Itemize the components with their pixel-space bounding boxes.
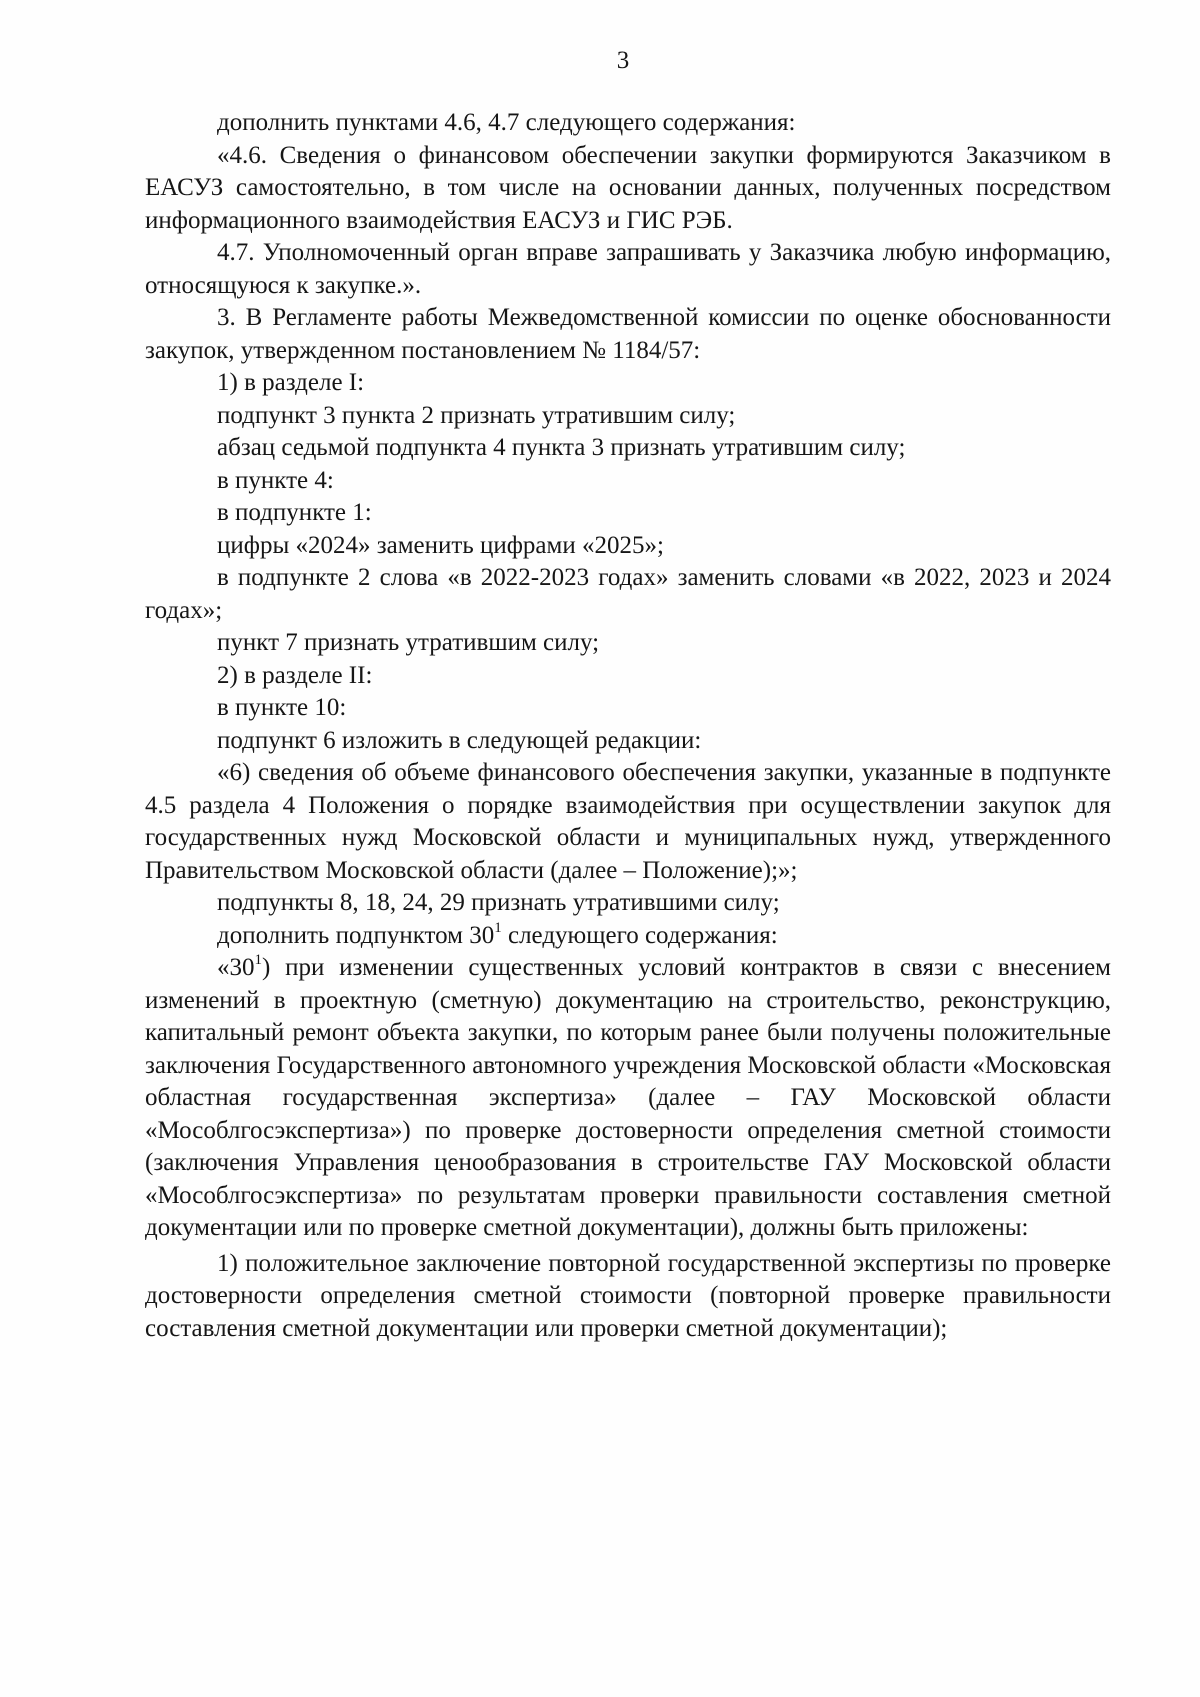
paragraph: цифры «2024» заменить цифрами «2025»; (217, 531, 664, 559)
page-number: 3 (616, 47, 630, 74)
paragraph: в пункте 4: (217, 466, 334, 494)
paragraph: в подпункте 1: (217, 499, 372, 526)
paragraph: дополнить подпунктом $30^1$ следующего содержания: (217, 919, 778, 949)
paragraph: подпункт 6 изложить в следующей редакции: (217, 726, 702, 754)
document-body (145, 107, 1111, 1345)
paragraph: 1) в разделе I: (217, 369, 365, 396)
paragraph: в пункте 10: (217, 694, 347, 721)
paragraph: «4.6. Сведения о финансовом обеспечении закупки формируются Заказчиком в ЕАСУЗ самостоятельно, в том числе на основании данных, полученных посредством информационного взаимодействия ЕАСУЗ и ГИС РЭБ. (145, 141, 1111, 234)
superscript: 1 (254, 952, 262, 968)
paragraph: пункт 7 признать утратившим силу; (217, 629, 600, 656)
paragraph: 1) положительное заключение повторной государственной экспертизы по проверке достоверности определения сметной стоимости (повторной проверке правильности составления сметной документации или проверки сметной документации); (145, 1249, 1111, 1342)
paragraph: подпункты 8, 18, 24, 29 признать утратившими силу; (217, 889, 780, 916)
paragraph: 4.7. Уполномоченный орган вправе запрашивать у Заказчика любую информацию, относящуюся к закупке.». (145, 239, 1111, 299)
paragraph: «6) сведения об объеме финансового обеспечения закупки, указанные в подпункте 4.5 раздела 4 Положения о порядке взаимодействия при осуществлении закупок для государственных нужд Московской области и муниципальных нужд, утвержденного Правительством Московской области (далее – Положение);»; (145, 759, 1111, 884)
paragraph: 3. В Регламенте работы Межведомственной комиссии по оценке обоснованности закупок, утвержденном постановлением № 1184/57: (145, 304, 1111, 364)
paragraph: «$30^1$) при изменении существенных условий контрактов в связи с внесением изменений в проектную (сметную) документацию на строительство, реконструкцию, капитальный ремонт объекта закупки, по которым ранее были получены положительные заключения Государственного автономного учреждения Московской области «Московская областная государственная экспертиза» (далее – ГАУ Московской области «Мособлгосэкспертиза») по проверке достоверности определения сметной стоимости (заключения Управления ценообразования в строительстве ГАУ Московской области «Мособлгосэкспертиза» по результатам проверки правильности составления сметной документации или по проверке сметной документации), должны быть приложены: (145, 952, 1112, 1241)
paragraph: 2) в разделе II: (217, 661, 373, 689)
paragraph: абзац седьмой подпункта 4 пункта 3 признать утратившим силу; (217, 434, 906, 461)
paragraph: подпункт 3 пункта 2 признать утратившим силу; (217, 401, 736, 429)
paragraph: дополнить пунктами 4.6, 4.7 следующего содержания: (217, 109, 796, 136)
superscript: 1 (494, 919, 502, 936)
paragraph: в подпункте 2 слова «в 2022-2023 годах» заменить словами «в 2022, 2023 и 2024 годах»; (145, 564, 1111, 624)
